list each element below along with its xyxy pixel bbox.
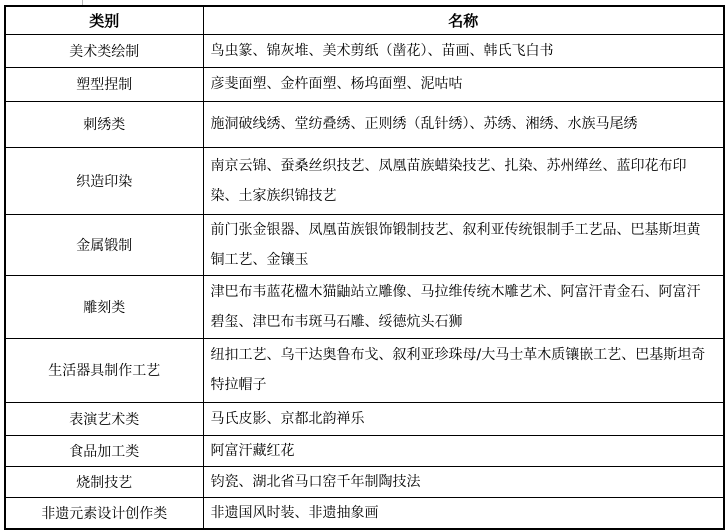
category-cell: 织造印染 <box>5 147 203 214</box>
category-cell: 美术类绘制 <box>5 34 203 67</box>
column-header-category: 类别 <box>5 6 203 34</box>
names-cell: 南京云锦、蚕桑丝织技艺、凤凰苗族蜡染技艺、扎染、苏州缂丝、蓝印花布印染、土家族织锦技艺 <box>203 147 724 214</box>
category-cell: 雕刻类 <box>5 275 203 338</box>
table-row <box>5 34 724 67</box>
table-row <box>5 214 724 275</box>
names-cell: 津巴布韦蓝花楹木猫鼬站立雕像、马拉维传统木雕艺术、阿富汗青金石、阿富汗碧玺、津巴布韦斑马石雕、绥德炕头石狮 <box>203 275 724 338</box>
table-row <box>5 402 724 435</box>
table-row <box>5 147 724 214</box>
names-cell: 非遗国风时装、非遗抽象画 <box>203 497 724 529</box>
names-cell: 纽扣工艺、乌干达奥鲁布戈、叙利亚珍珠母/大马士革木质镶嵌工艺、巴基斯坦奇特拉帽子 <box>203 338 724 402</box>
category-cell: 表演艺术类 <box>5 402 203 435</box>
table-row <box>5 466 724 497</box>
category-cell: 非遗元素设计创作类 <box>5 497 203 529</box>
heritage-table <box>4 5 725 530</box>
names-cell: 鸟虫篆、锦灰堆、美术剪纸（凿花）、苗画、韩氏飞白书 <box>203 34 724 67</box>
names-cell: 钧瓷、湖北省马口窑千年制陶技法 <box>203 466 724 497</box>
category-cell: 食品加工类 <box>5 435 203 466</box>
names-cell: 前门张金银器、凤凰苗族银饰锻制技艺、叙利亚传统银制手工艺品、巴基斯坦黄铜工艺、金镶玉 <box>203 214 724 275</box>
names-cell: 阿富汗藏红花 <box>203 435 724 466</box>
table-row <box>5 67 724 101</box>
category-cell: 塑型捏制 <box>5 67 203 101</box>
category-cell: 金属锻制 <box>5 214 203 275</box>
category-cell: 刺绣类 <box>5 101 203 147</box>
header-row <box>5 6 724 34</box>
names-cell: 彦斐面塑、金杵面塑、杨坞面塑、泥咕咕 <box>203 67 724 101</box>
table-row <box>5 101 724 147</box>
names-cell: 马氏皮影、京都北韵禅乐 <box>203 402 724 435</box>
names-cell: 施洞破线绣、堂纺叠绣、正则绣（乱针绣）、苏绣、湘绣、水族马尾绣 <box>203 101 724 147</box>
table-row <box>5 497 724 529</box>
category-cell: 烧制技艺 <box>5 466 203 497</box>
table-row <box>5 338 724 402</box>
table-row <box>5 275 724 338</box>
column-header-name: 名称 <box>203 6 724 34</box>
table-row <box>5 435 724 466</box>
category-cell: 生活器具制作工艺 <box>5 338 203 402</box>
